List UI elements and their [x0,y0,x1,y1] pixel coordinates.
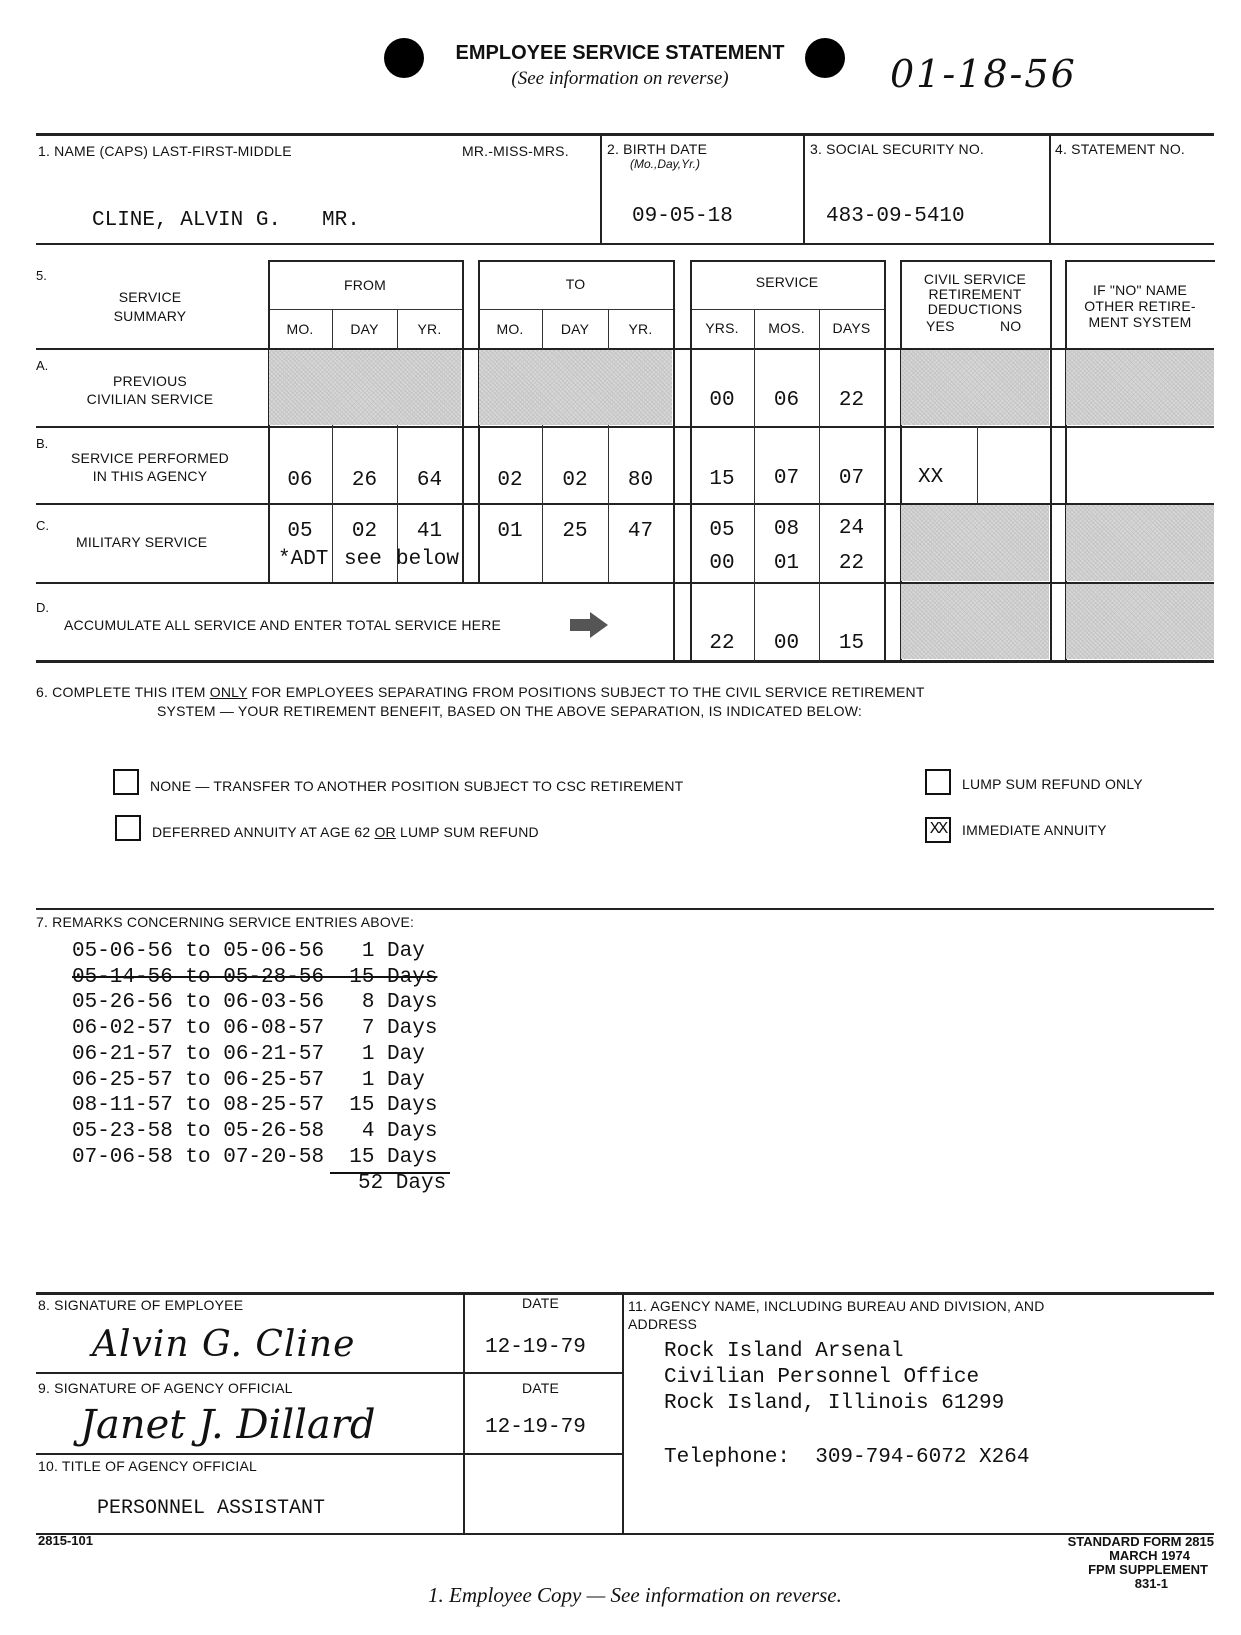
agency-line-1: Rock Island Arsenal [664,1340,904,1363]
ssn-value: 483-09-5410 [826,205,965,228]
row-d-mos: 00 [773,632,800,655]
row-c-from-yr: 41 [416,520,443,543]
option-immediate-annuity-label: IMMEDIATE ANNUITY [962,822,1107,838]
name-label: 1. NAME (CAPS) LAST-FIRST-MIDDLE [38,143,292,159]
row-c-from-mo: 05 [287,520,313,543]
row-a-letter: A. [36,358,49,373]
checkbox-immediate-annuity[interactable]: XX [925,817,951,843]
service-summary-heading: SERVICE SUMMARY [113,289,187,324]
row-b-csr-yes-mark: XX [918,466,944,489]
row-a-yrs: 00 [709,389,735,412]
row-c-adt-yrs: 00 [709,552,735,575]
agency-official-date-label: DATE [522,1380,560,1396]
to-heading: TO [565,276,586,292]
remarks-total: 52 Days [358,1172,447,1195]
row-b-from-mo: 06 [287,469,313,492]
csr-yes-label: YES [926,318,955,334]
agency-address-label: 11. AGENCY NAME, INCLUDING BUREAU AND DIVISION, AND ADDRESS [628,1298,1045,1332]
agency-line-3: Rock Island, Illinois 61299 [664,1392,1005,1415]
row-d-days: 15 [838,632,865,655]
arrow-icon [570,612,608,643]
section5-number: 5. [36,268,47,283]
checkbox-none-transfer[interactable] [113,769,139,795]
row-d-letter: D. [36,600,49,615]
option-none-transfer-label: NONE — TRANSFER TO ANOTHER POSITION SUBJECT TO CSC RETIREMENT [150,778,684,794]
shade-row-a-from [269,350,461,425]
row-c-mos: 08 [773,518,800,541]
row-b-to-mo: 02 [497,469,523,492]
agency-official-title-value: PERSONNEL ASSISTANT [97,1497,326,1520]
checkbox-deferred-annuity[interactable] [115,815,141,841]
row-a-days: 22 [838,389,865,412]
registration-dot-right [805,38,845,78]
row-b-from-day: 26 [351,469,378,492]
form-code: 2815-101 [38,1533,93,1548]
handwritten-date: 01-18-56 [890,52,1077,96]
row-b-from-yr: 64 [416,469,443,492]
employee-date-label: DATE [522,1295,560,1311]
row-b-label: SERVICE PERFORMED IN THIS AGENCY [71,450,229,484]
item6-instructions-line1: 6. COMPLETE THIS ITEM ONLY FOR EMPLOYEES SEPARATING FROM POSITIONS SUBJECT TO THE CIVIL SERVICE RETIREMENT [36,684,925,700]
form-subtitle: (See information on reverse) [511,68,729,89]
row-d-yrs: 22 [709,632,735,655]
remark-line-5: 06-21-57 to 06-21-57 1 Day [72,1043,425,1066]
agency-official-signature-label: 9. SIGNATURE OF AGENCY OFFICIAL [38,1380,293,1396]
to-day-header: DAY [560,321,590,337]
row-c-to-yr: 47 [627,520,654,543]
title-value: MR. [322,209,360,232]
employee-signature: Alvin G. Cline [92,1324,356,1365]
row-c-note-see: see [344,548,382,571]
agency-official-signature: Janet J. Dillard [80,1402,376,1448]
from-mo-header: MO. [286,321,314,337]
copy-notice: 1. Employee Copy — See information on reverse. [428,1583,842,1607]
remark-line-2-struck: 05-14-56 to 05-28-56 15 Days [72,966,438,989]
agency-official-date-value: 12-19-79 [485,1416,586,1439]
item6-instructions-line2: SYSTEM — YOUR RETIREMENT BENEFIT, BASED ON THE ABOVE SEPARATION, IS INDICATED BELOW: [157,703,863,719]
employee-signature-label: 8. SIGNATURE OF EMPLOYEE [38,1297,244,1313]
shade-row-a-to [479,350,672,425]
csr-no-label: NO [1000,318,1022,334]
birth-date-sublabel: (Mo.,Day,Yr.) [630,157,701,171]
remarks-label: 7. REMARKS CONCERNING SERVICE ENTRIES ABOVE: [36,914,415,930]
row-c-note-below: below [396,548,460,571]
shade-row-c-other [1066,505,1214,581]
row-c-to-mo: 01 [497,520,523,543]
checkbox-lump-sum-refund[interactable] [925,769,951,795]
statement-no-label: 4. STATEMENT NO. [1055,141,1185,157]
row-b-to-day: 02 [562,469,588,492]
service-mos-header: MOS. [768,320,805,336]
remark-line-7: 08-11-57 to 08-25-57 15 Days [72,1094,438,1117]
remark-line-9: 07-06-58 to 07-20-58 15 Days [72,1146,438,1169]
employee-date-value: 12-19-79 [485,1336,586,1359]
row-c-label: MILITARY SERVICE [76,534,208,550]
standard-form-block: STANDARD FORM 2815 MARCH 1974 FPM SUPPLEMENT 831-1 [1067,1534,1214,1591]
to-mo-header: MO. [496,321,524,337]
shade-row-d-other [1066,584,1214,659]
row-c-yrs: 05 [709,519,735,542]
remark-line-8: 05-23-58 to 05-26-58 4 Days [72,1120,438,1143]
registration-dot-left [384,38,424,78]
shade-row-d-csr [901,584,1049,659]
to-yr-header: YR. [628,321,653,337]
csr-deductions-heading: CIVIL SERVICE RETIREMENT DEDUCTIONS [923,271,1027,317]
agency-line-2: Civilian Personnel Office [664,1366,980,1389]
from-heading: FROM [343,277,386,293]
form-title: EMPLOYEE SERVICE STATEMENT [455,42,785,64]
shade-row-a-other [1066,350,1214,425]
row-b-days: 07 [838,467,865,490]
title-label: MR.-MISS-MRS. [462,143,569,159]
row-b-to-yr: 80 [627,469,654,492]
row-a-label: PREVIOUS CIVILIAN SERVICE [86,373,214,407]
row-c-adt-days: 22 [838,552,865,575]
row-c-letter: C. [36,518,49,533]
option-deferred-annuity-label: DEFERRED ANNUITY AT AGE 62 OR LUMP SUM REFUND [152,824,539,840]
birth-date-label: 2. BIRTH DATE [607,141,708,157]
remark-line-1: 05-06-56 to 05-06-56 1 Day [72,940,425,963]
from-day-header: DAY [350,321,379,337]
row-c-adt-mos: 01 [773,552,800,575]
remark-line-3: 05-26-56 to 06-03-56 8 Days [72,991,438,1014]
name-value: CLINE, ALVIN G. [92,209,282,232]
remark-line-6: 06-25-57 to 06-25-57 1 Day [72,1069,425,1092]
remark-line-4: 06-02-57 to 06-08-57 7 Days [72,1017,438,1040]
row-b-yrs: 15 [709,468,735,491]
row-a-mos: 06 [773,389,800,412]
row-d-label: ACCUMULATE ALL SERVICE AND ENTER TOTAL SERVICE HERE [64,617,502,633]
agency-official-title-label: 10. TITLE OF AGENCY OFFICIAL [38,1458,258,1474]
option-lump-sum-label: LUMP SUM REFUND ONLY [962,776,1143,792]
top-rule [36,133,1214,136]
agency-telephone: Telephone: 309-794-6072 X264 [664,1446,1030,1469]
service-heading: SERVICE [755,274,819,290]
row-c-to-day: 25 [562,520,588,543]
other-system-heading: IF "NO" NAME OTHER RETIRE- MENT SYSTEM [1084,282,1196,330]
birth-date-value: 09-05-18 [632,205,733,228]
service-yrs-header: YRS. [705,320,739,336]
service-days-header: DAYS [832,320,871,336]
shade-row-c-csr [901,505,1049,581]
shade-row-a-csr [901,350,1049,425]
row-c-from-day: 02 [351,520,378,543]
row-b-mos: 07 [773,467,800,490]
ssn-label: 3. SOCIAL SECURITY NO. [810,141,984,157]
row-b-letter: B. [36,436,49,451]
row-c-days: 24 [838,517,865,540]
from-yr-header: YR. [417,321,442,337]
row-c-note-adt: *ADT [278,548,329,571]
